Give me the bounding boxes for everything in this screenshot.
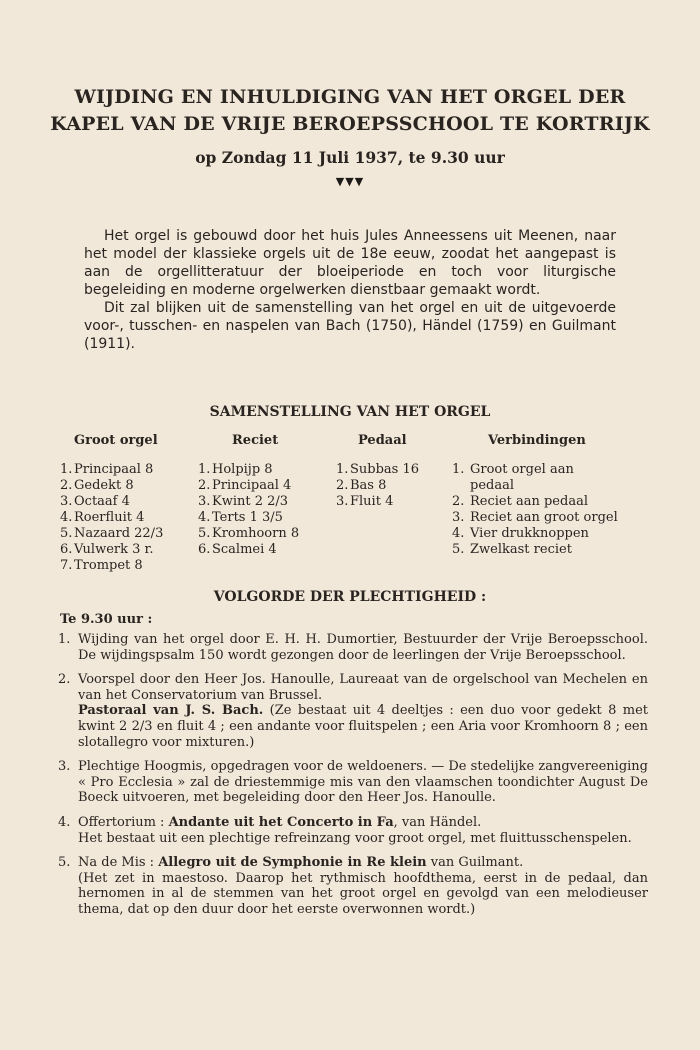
list-item: 5. Zwelkast reciet [452,542,572,557]
list-item: 6. Vulwerk 3 r. [60,542,154,557]
document-title [40,84,660,138]
introduction [84,227,616,353]
list-item: 3. Octaaf 4 [60,494,130,509]
list-item: 3. Fluit 4 [336,494,394,509]
list-item: 2. Gedekt 8 [60,478,134,493]
column-groot-orgel [60,433,180,574]
list-item: 2. Reciet aan pedaal [452,494,588,509]
intro-paragraph-1: Het orgel is gebouwd door het huis Jules Anneessens uit Meenen, naar het model der klassieke orgels uit de 18e eeuw, zoodat het aangepast is aan de orgellitteratuur der bloeiperiode en toch voor liturgische begeleiding en moderne orgelwerken dienstbaar gemaakt wordt. [84,228,616,298]
list-item: 3. Kwint 2 2/3 [198,494,289,509]
title-line-2: KAPEL VAN DE VRIJE BEROEPSSCHOOL TE KORTRIJK [50,113,650,135]
event-date: op Zondag 11 Juli 1937, te 9.30 uur [195,148,505,167]
register-list [60,462,180,574]
list-item: 4. Offertorium : Andante uit het Concerto in Fa, van Händel. Het bestaat uit een plechtige refreinzang voor groot orgel, met fluittusschenspelen. [58,814,632,846]
list-item: 5. Nazaard 22/3 [60,526,164,541]
ceremony-program [58,632,648,927]
ornament-divider: ▼▼▼ [335,175,365,188]
start-time: Te 9.30 uur : [60,612,153,627]
column-pedaal [336,433,446,510]
list-item: 4. Terts 1 3/5 [198,510,283,525]
column-heading: Verbindingen [488,433,586,448]
list-item: 3. Plechtige Hoogmis, opgedragen voor de weldoeners. — De stedelijke zangvereeniging « Pro Ecclesia » zal de driestemmige mis van den vlaamschen toondichter August De Boeck uitvoeren, met begeleiding door den Heer Jos. Hanoulle. [58,759,648,806]
list-item: 1. Holpijp 8 [198,462,273,477]
list-item: 5. Kromhoorn 8 [198,526,300,541]
register-list [336,462,446,510]
list-item: 7. Trompet 8 [60,558,143,573]
section-heading-ceremony: VOLGORDE DER PLECHTIGHEID : [213,589,487,605]
section-heading-composition: SAMENSTELLING VAN HET ORGEL [209,404,491,420]
title-line-1: WIJDING EN INHULDIGING VAN HET ORGEL DER [74,86,626,108]
list-item: 1. Principaal 8 [60,462,154,477]
list-item: 3. Reciet aan groot orgel [452,510,618,525]
column-verbindingen [452,433,620,558]
list-item: 5. Na de Mis : Allegro uit de Symphonie in Re klein van Guilmant. (Het zet in maestoso. Daarop het rythmisch hoofdthema, eerst in de pedaal, dan hernomen in al de stemmen van het groot orgel en gevolgd van een melodieuser thema, dat op den duur door het eerste overwonnen wordt.) [58,855,648,917]
list-item: 6. Scalmei 4 [198,542,277,557]
intro-paragraph-2: Dit zal blijken uit de samenstelling van het orgel en uit de uitgevoerde voor-, tusschen- en naspelen van Bach (1750), Händel (1759) en Guilmant (1911). [84,300,616,352]
column-reciet [198,433,328,558]
column-heading: Pedaal [358,433,407,448]
register-list [198,462,328,558]
list-item: 4. Roerfluit 4 [60,510,145,525]
list-item: 1. Groot orgel aan pedaal [452,462,574,493]
organ-registers [0,433,700,573]
list-item: 2. Bas 8 [336,478,387,493]
list-item: 2. Principaal 4 [198,478,292,493]
list-item: 2. Voorspel door den Heer Jos. Hanoulle, Laureaat van de orgelschool van Mechelen en van het Conservatorium van Brussel. Pastoraal van J. S. Bach. (Ze bestaat uit 4 deeltjes : een duo voor gedekt 8 met kwint 2 2/3 en fluit 4 ; een andante voor fluitspelen ; een Aria voor Kromhoorn 8 ; een slotallegro voor mixturen.) [58,672,648,750]
list-item: 1. Wijding van het orgel door E. H. H. Dumortier, Bestuurder der Vrije Beroepsschool. De wijdingspsalm 150 wordt gezongen door de leerlingen der Vrije Beroepsschool. [58,632,648,663]
column-heading: Groot orgel [74,433,158,448]
column-heading: Reciet [232,433,279,448]
list-item: 1. Subbas 16 [336,462,420,477]
register-list [452,462,620,558]
list-item: 4. Vier drukknoppen [452,526,589,541]
pastoral-description: Pastoraal van J. S. Bach. (Ze bestaat uit 4 deeltjes : een duo voor gedekt 8 met kwint 2 2/3 en fluit 4 ; een andante voor fluitspelen ; een Aria voor Kromhoorn 8 ; een slotallegro voor mixturen.) [78,703,648,750]
